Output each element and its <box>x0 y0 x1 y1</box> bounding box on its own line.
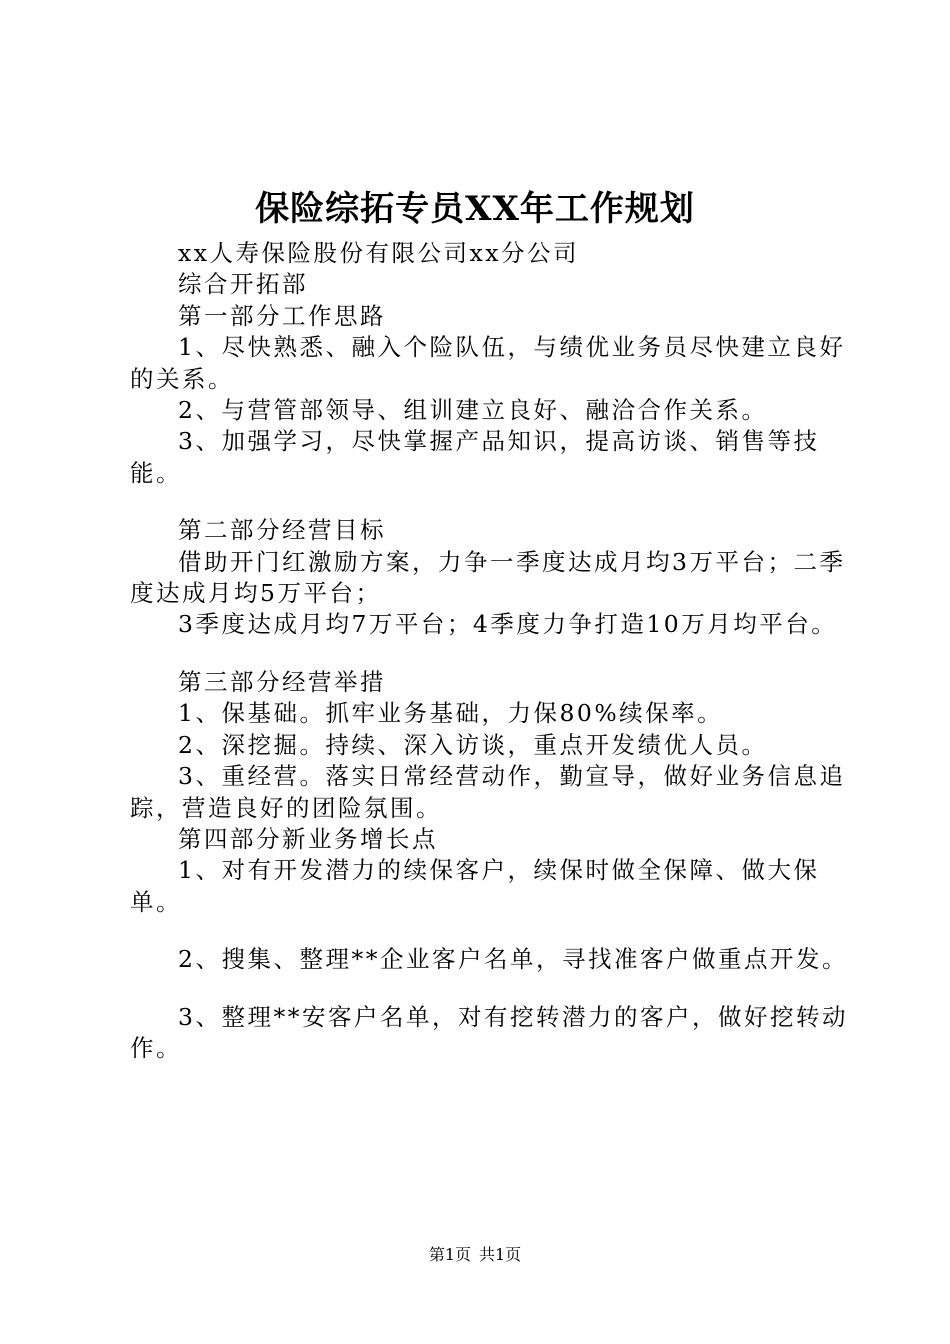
section-heading-4: 第四部分新业务增长点 <box>178 824 438 853</box>
spacer <box>130 918 850 944</box>
paragraph: 1、保基础。抓牢业务基础，力保80%续保率。 <box>178 699 724 728</box>
paragraph: 3季度达成月均7万平台；4季度力争打造10万月均平台。 <box>178 610 838 639</box>
paragraph: 3、重经营。落实日常经营动作，勤宣导，做好业务信息追踪，营造良好的团险氛围。 <box>130 762 846 822</box>
paragraph: 3、加强学习，尽快掌握产品知识，提高访谈、销售等技能。 <box>130 427 820 487</box>
section-heading-1: 第一部分工作思路 <box>178 301 386 330</box>
spacer <box>130 641 850 667</box>
page-footer <box>0 1244 950 1266</box>
document-body <box>130 238 850 1064</box>
section-heading-3: 第三部分经营举措 <box>178 667 386 696</box>
page-number: 第1页 <box>428 1245 471 1264</box>
section-heading-2: 第二部分经营目标 <box>178 516 386 545</box>
paragraph: 1、尽快熟悉、融入个险队伍，与绩优业务员尽快建立良好的关系。 <box>130 333 846 393</box>
paragraph: 2、搜集、整理**企业客户名单，寻找准客户做重点开发。 <box>178 945 848 974</box>
paragraph: 2、深挖掘。持续、深入访谈，重点开发绩优人员。 <box>178 730 768 759</box>
department-name: 综合开拓部 <box>178 270 308 299</box>
spacer <box>130 976 850 1002</box>
paragraph: 1、对有开发潜力的续保客户，续保时做全保障、做大保单。 <box>130 856 820 916</box>
page-total: 共1页 <box>479 1245 522 1264</box>
company-name: xx人寿保险股份有限公司xx分公司 <box>178 239 580 267</box>
spacer <box>130 489 850 515</box>
paragraph: 2、与营管部领导、组训建立良好、融洽合作关系。 <box>178 396 768 425</box>
paragraph: 借助开门红激励方案，力争一季度达成月均3万平台；二季度达成月均5万平台； <box>130 547 846 608</box>
paragraph: 3、整理**安客户名单，对有挖转潜力的客户，做好挖转动作。 <box>130 1002 848 1062</box>
document-title: 保险综拓专员XX年工作规划 <box>255 189 695 229</box>
